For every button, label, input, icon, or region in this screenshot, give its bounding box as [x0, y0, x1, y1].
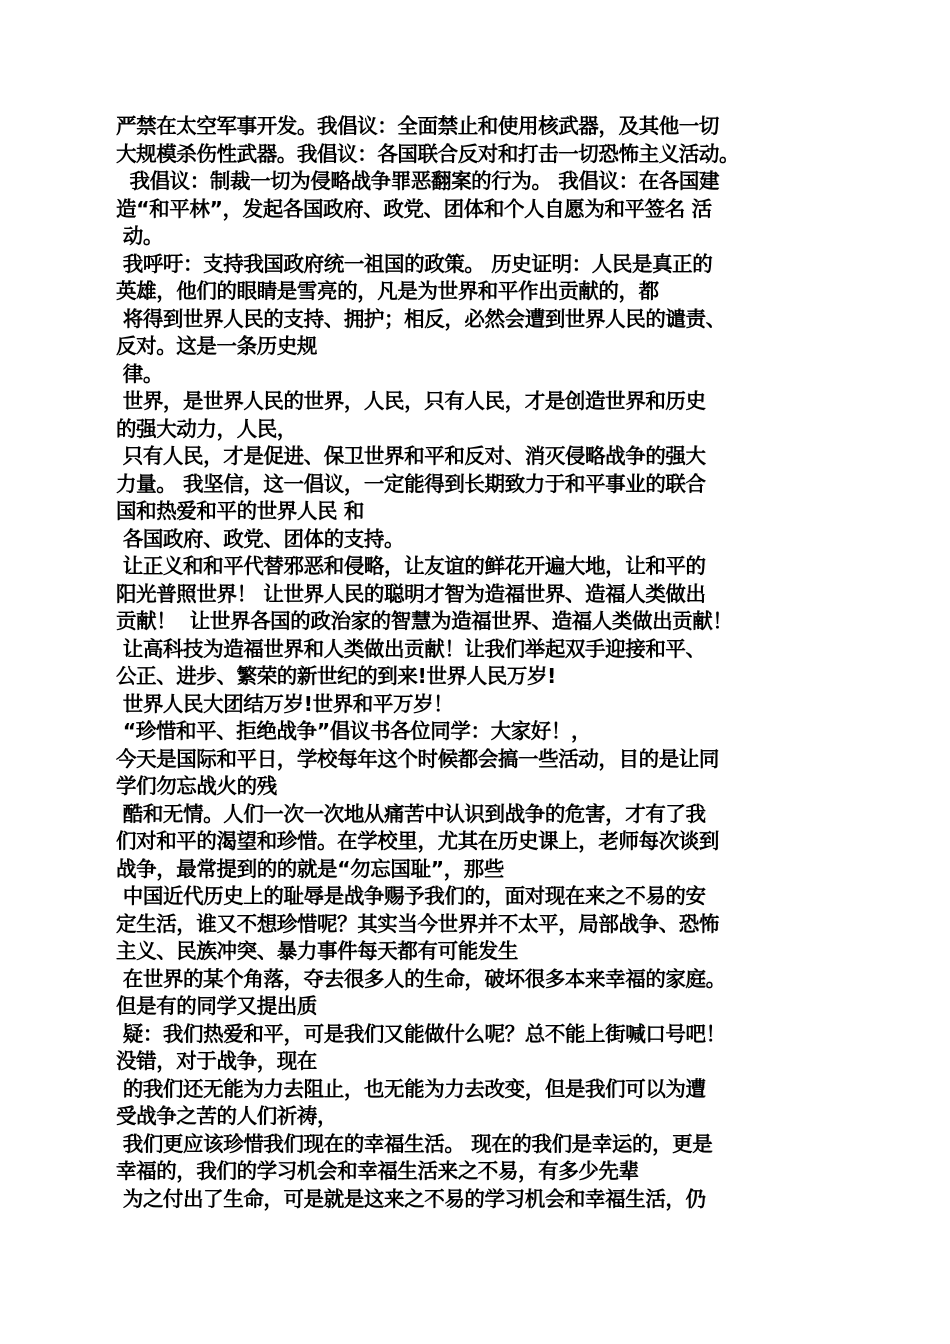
text-line: 国和热爱和平的世界人民 和 [116, 499, 364, 523]
text-line: 在世界的某个角落，夺去很多人的生命，破坏很多本来幸福的家庭。 [116, 966, 726, 991]
document-body-text [116, 113, 846, 1213]
text-line: 英雄，他们的眼睛是雪亮的，凡是为世界和平作出贡献的，都 [116, 279, 659, 303]
text-line: 今天是国际和平日，学校每年这个时候都会搞一些活动，目的是让同 [116, 746, 719, 771]
text-line: 定生活，谁又不想珍惜呢？其实当今世界并不太平，局部战争、恐怖 [116, 911, 719, 936]
text-line: 力量。 我坚信，这一倡议，一定能得到长期致力于和平事业的联合 [116, 471, 706, 496]
text-line: 酷和无情。人们一次一次地从痛苦中认识到战争的危害，才有了我 [116, 801, 706, 826]
text-line: 世界，是世界人民的世界，人民，只有人民，才是创造世界和历史 [116, 389, 706, 413]
text-line: 为之付出了生命，可是就是这来之不易的学习机会和幸福生活，仍 [116, 1186, 706, 1211]
text-line: 我呼吁：支持我国政府统一祖国的政策。 历史证明：人民是真正的 [116, 251, 713, 276]
text-line: 受战争之苦的人们祈祷， [116, 1104, 338, 1128]
text-line: 大规模杀伤性武器。我倡议：各国联合反对和打击一切恐怖主义活动。 [116, 141, 740, 166]
text-line: 疑：我们热爱和平，可是我们又能做什么呢？总不能上街喊口号吧！ [116, 1021, 726, 1046]
text-line: 反对。这是一条历史规 [116, 334, 317, 358]
text-line: 贡献！ 让世界各国的政治家的智慧为造福世界、造福人类做出贡献！ [116, 609, 733, 633]
text-line: 没错，对于战争，现在 [116, 1049, 317, 1073]
text-line: 学们勿忘战火的残 [116, 774, 277, 798]
text-line: 们对和平的渴望和珍惜。在学校里，尤其在历史课上，老师每次谈到 [116, 829, 719, 853]
text-line: 的我们还无能为力去阻止，也无能为力去改变，但是我们可以为遭 [116, 1076, 706, 1101]
text-line: 动。 [116, 224, 163, 248]
text-line: 让高科技为造福世界和人类做出贡献！让我们举起双手迎接和平、 [116, 636, 706, 661]
text-line: 公正、进步、繁荣的新世纪的到来!世界人民万岁! [116, 664, 556, 688]
text-line: 严禁在太空军事开发。我倡议：全面禁止和使用核武器，及其他一切 [116, 114, 719, 138]
text-line: 我倡议：制裁一切为侵略战争罪恶翻案的行为。 我倡议：在各国建 [116, 169, 720, 193]
text-line: 的强大动力，人民， [116, 416, 297, 441]
text-line: 让正义和和平代替邪恶和侵略，让友谊的鲜花开遍大地，让和平的 [116, 554, 706, 578]
text-line: 幸福的，我们的学习机会和幸福生活来之不易，有多少先辈 [116, 1159, 639, 1183]
text-line: 阳光普照世界！ 让世界人民的聪明才智为造福世界、造福人类做出 [116, 581, 706, 606]
text-line: 但是有的同学又提出质 [116, 994, 317, 1018]
text-line: 将得到世界人民的支持、拥护；相反，必然会遭到世界人民的谴责、 [116, 306, 726, 331]
text-line: “珍惜和平、拒绝战争”倡议书各位同学：大家好！， [116, 719, 592, 743]
text-line: 中国近代历史上的耻辱是战争赐予我们的，面对现在来之不易的安 [116, 884, 706, 908]
text-line: 造“和平林”，发起各国政府、政党、团体和个人自愿为和平签名 活 [116, 196, 712, 221]
text-line: 主义、民族冲突、暴力事件每天都有可能发生 [116, 939, 518, 963]
text-line: 我们更应该珍惜我们现在的幸福生活。 现在的我们是幸运的，更是 [116, 1131, 713, 1156]
text-line: 战争，最常提到的的就是“勿忘国耻”，那些 [116, 856, 504, 881]
text-line: 律。 [116, 361, 163, 386]
text-line: 只有人民，才是促进、保卫世界和平和反对、消灭侵略战争的强大 [116, 444, 706, 468]
text-line: 各国政府、政党、团体的支持。 [116, 526, 405, 551]
text-line: 世界人民大团结万岁!世界和平万岁！ [116, 691, 454, 716]
